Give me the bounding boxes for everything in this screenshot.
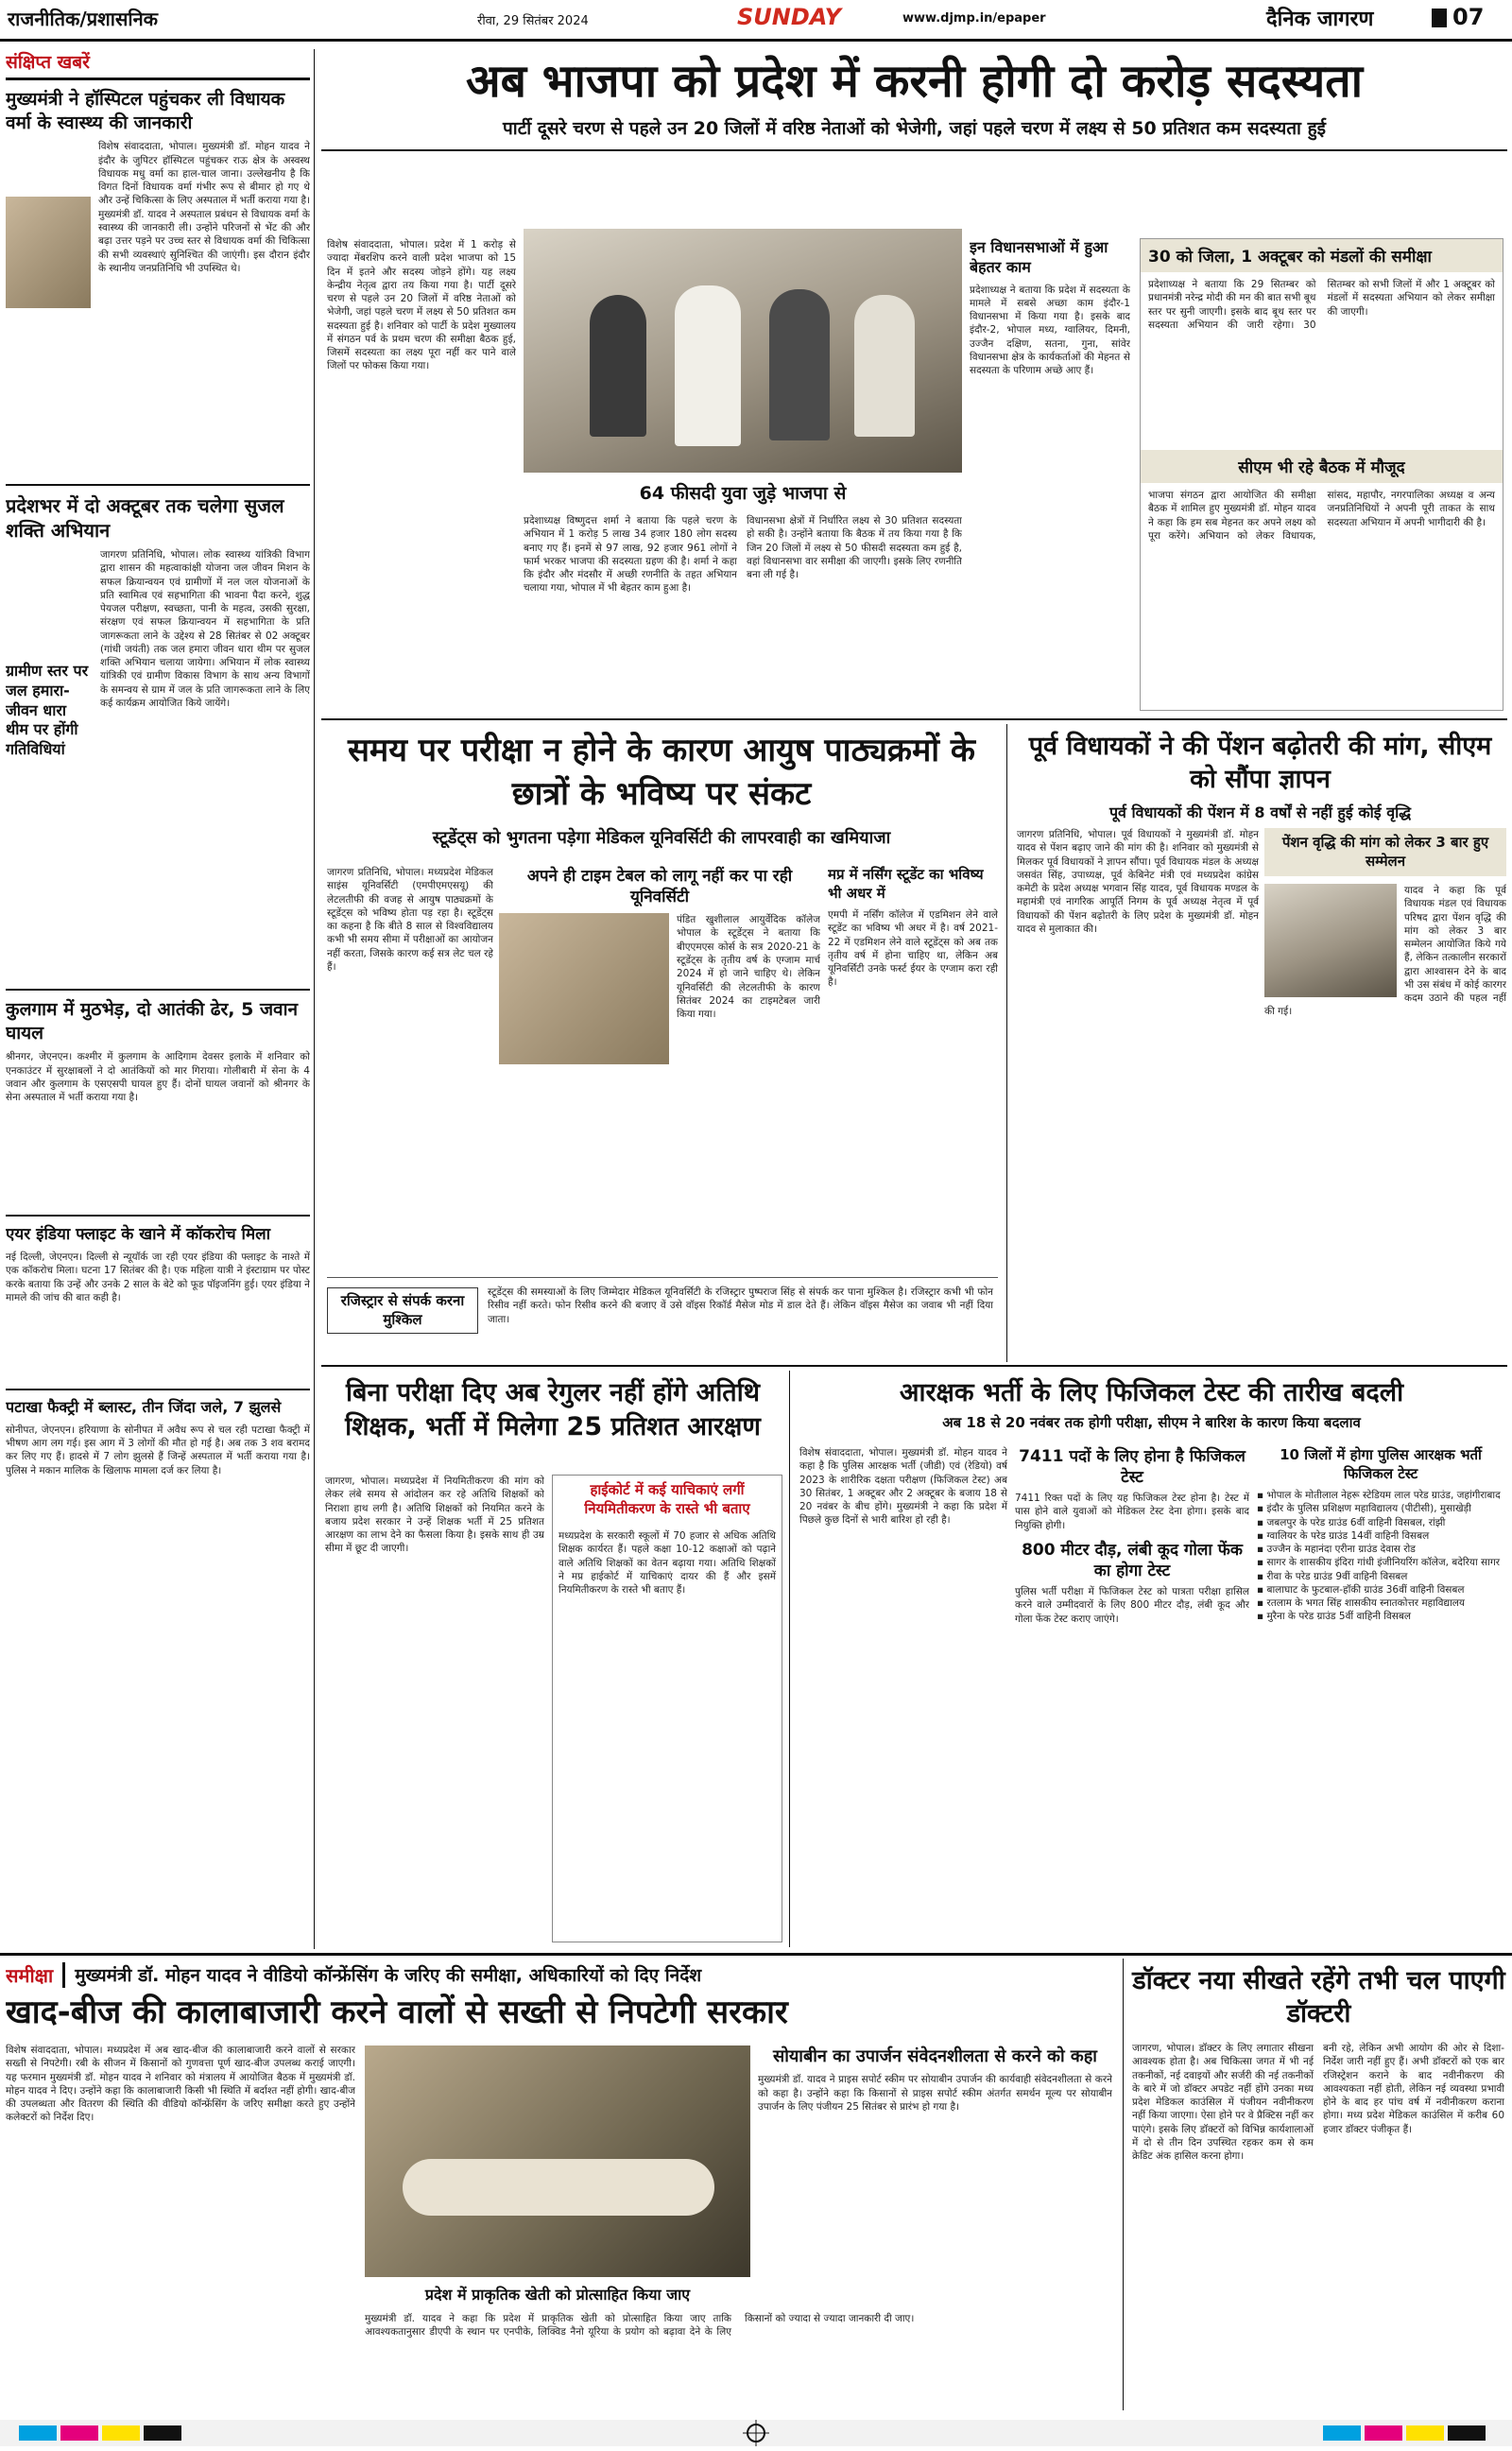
lead-col4: विधानसभा क्षेत्रों में निर्धारित लक्ष्य से 30 प्रतिशत सदस्यता हो सकी है। उन्होंने बताया कि बैठक में तय किया गया है कि जिन 20 जिलों में लक्ष्य से 50 फीसदी सदस्यता कम हुई है, वहां विधानसभा वार समीक्षा की जाएगी। इसके लिए रणनीति बना ली गई है। xyxy=(747,515,962,581)
right-box-text: प्रदेशाध्यक्ष ने बताया कि 29 सितम्बर को प्रधानमंत्री नरेन्द्र मोदी की मन की बात सभी बूथ स्तर पर सुनी जाएगी। इसके बाद बूथ स्तर पर सदस्यता अभियान की जारी रहेगा। 30 सितम्बर को सभी जिलों में और 1 अक्टूबर को मंडलों में सदस्यता अभियान को लेकर समीक्षा की जाएगी। xyxy=(1148,279,1495,331)
teachers-box-text: मध्यप्रदेश के सरकारी स्कूलों में 70 हजार से अधिक अतिथि शिक्षक कार्यरत हैं। पहले कक्षा 10-12 कक्षाओं को पढ़ाने वाले अतिथि शिक्षकों का वेतन बढ़ाया गया। अतिथि शिक्षकों ने मप्र हाईकोर्ट में याचिकाएं दायर की हैं और इसमें नियमितीकरण के रास्ते भी बताए हैं। xyxy=(558,1530,776,1597)
teachers-headline: बिना परीक्षा दिए अब रेगुलर नहीं होंगे अतिथि शिक्षक, भर्ती में मिलेगा 25 प्रतिशत आरक्षण xyxy=(345,1378,761,1442)
police-list-item xyxy=(1257,1597,1504,1610)
lead-col3: प्रदेशाध्यक्ष विष्णुदत्त शर्मा ने बताया कि पहले चरण के अभियान में 1 करोड़ 5 लाख 34 हजार 180 लोग सदस्य बनाए गए हैं। इनमें से 97 लाख, 92 हजार 961 लोगों ने फार्म भरकर भाजपा की सदस्यता ग्रहण की है। शर्मा ने कहा कि इंदौर और मंदसौर में अच्छी रणनीति के तहत अभियान चलाया गया, भोपाल में भी बेहतर काम हुआ है। xyxy=(524,515,737,595)
pension-box-title: पेंशन वृद्धि की मांग को लेकर 3 बार हुए सम्मेलन xyxy=(1264,828,1506,876)
bullet-icon: ▪ xyxy=(1257,1597,1267,1610)
brief-item xyxy=(6,1398,310,1776)
registrar-box xyxy=(327,1277,998,1353)
brief-item xyxy=(6,1224,310,1385)
university-photo xyxy=(499,913,669,1064)
review-photo xyxy=(365,2045,750,2277)
police-list-text: उज्जैन के महानंदा एरीना ग्राउंड देवास रोड xyxy=(1266,1544,1416,1556)
police-box xyxy=(1015,1446,1249,1942)
doctor-story xyxy=(1130,1959,1507,2410)
ayush-box xyxy=(499,866,820,1253)
photo-table xyxy=(403,2159,714,2216)
soybean-title: सोयाबीन का उपार्जन संवेदनशीलता से करने को कहा xyxy=(773,2046,1097,2066)
police-list-title: 10 जिलों में होगा पुलिस आरक्षक भर्ती फिजिकल टेस्ट xyxy=(1280,1446,1482,1482)
page-number xyxy=(1432,4,1484,30)
epaper-url[interactable]: www.djmp.in/epaper xyxy=(902,11,1046,26)
pension-box-text: यादव ने कहा कि पूर्व विधायक मंडल एवं विधायक परिषद द्वारा पेंशन वृद्धि की मांग को लेकर 3 बार सम्मेलन आयोजित किये गये हैं, लेकिन तत्कालीन सरकारों द्वारा आश्वासन देने के बाद भी उस संबंध में कोई कारगर कदम उठाने की पहल नहीं की गई। xyxy=(1264,885,1506,1018)
teachers-box-title: हाईकोर्ट में कई याचिकाएं लगीं नियमितीकरण के रास्ते भी बताए xyxy=(584,1481,750,1517)
right-box-text-2: भाजपा संगठन द्वारा आयोजित की समीक्षा बैठक में शामिल हुए मुख्यमंत्री डॉ. मोहन यादव ने कहा कि हम सब मेहनत कर अपने लक्ष्य को पूरा करेंगे। अभियान को लेकर विधायक, सांसद, महापौर, नगरपालिका अध्यक्ष व अन्य जनप्रतिनिधियों ने अपनी पूरी ताकत के साथ सदस्यता अभियान में अपनी भागीदारी की है। xyxy=(1148,490,1495,542)
police-list xyxy=(1257,1446,1504,1942)
masthead xyxy=(0,0,1512,42)
bullet-icon: ▪ xyxy=(1257,1529,1267,1542)
bullet-icon: ▪ xyxy=(1257,1557,1267,1569)
police-list-text: सागर के शासकीय इंदिरा गांधी इंजीनियरिंग कॉलेज, बदेरिया सागर xyxy=(1266,1557,1501,1569)
police-list-item xyxy=(1257,1610,1504,1623)
page-marker-icon xyxy=(1432,9,1447,27)
pension-headline: पूर्व विधायकों ने की पेंशन बढ़ोतरी की मांग, सीएम को सौंपा ज्ञापन xyxy=(1028,732,1492,795)
nursing-text: एमपी में नर्सिंग कॉलेज में एडमिशन लेने वाले स्टूडेंट का भविष्य भी अधर में है। वर्ष 2021-22 में एडमिशन लेने वाले स्टूडेंट्स को अब तक तृतीय वर्ष में होना चाहिए था, लेकिन अब यूनिवर्सिटी उनके फर्स्ट ईयर के एग्जाम करा रही है। xyxy=(828,909,998,989)
lead-col1: विशेष संवाददाता, भोपाल। प्रदेश में 1 करोड़ से ज्यादा मेंबरशिप करने वाली प्रदेश भाजपा को 15 दिन में इतने और सदस्य जोड़ने होंगे। यह लक्ष्य केन्द्रीय नेतृत्व द्वारा तय किया गया है। पार्टी दूसरे चरण से पहले उन 20 जिलों में वरिष्ठ नेताओं को भेजेगी, जहां पहले चरण में लक्ष्य से 50 प्रतिशत कम सदस्यता हुई है। शनिवार को पार्टी के प्रदेश मुख्यालय में संगठन पर्व के प्रथम चरण की समीक्षा बैठक हुई, जिसमें सदस्यता का लक्ष्य पूरा नहीं कर पाने वाले जिलों पर फोकस किया गया। xyxy=(327,239,516,372)
ayush-col3 xyxy=(828,866,998,1263)
divider xyxy=(6,78,310,80)
police-list-text: जबलपुर के परेड ग्राउंड 6वीं वाहिनी विसबल, रांझी xyxy=(1266,1516,1446,1528)
lead-headline: अब भाजपा को प्रदेश में करनी होगी दो करोड़ सदस्यता xyxy=(465,55,1364,108)
pension-box xyxy=(1264,828,1506,1353)
doctor-text-2: बनी रहे, लेकिन अभी आयोग की ओर से दिशा-निर्देश जारी नहीं हुए हैं। अभी डॉक्टरों को एक बार रजिस्ट्रेशन कराने के बाद नवीनीकरण की आवश्यकता नहीं होती, लेकिन नई व्यवस्था प्रभावी होने के बाद हर पांच वर्ष में नवीनीकरण कराना होगा। मध्य प्रदेश मेडिकल काउंसिल में करीब 60 हजार डॉक्टर पंजीकृत हैं। xyxy=(1323,2043,1504,2135)
ayush-headline: समय पर परीक्षा न होने के कारण आयुष पाठ्यक्रमों के छात्रों के भविष्य पर संकट xyxy=(347,732,976,813)
brief-title: पटाखा फैक्ट्री में ब्लास्ट, तीन जिंदा जले, 7 झुलसे xyxy=(6,1398,282,1416)
section-rule xyxy=(321,1365,1507,1367)
review-kicker: मुख्यमंत्री डॉ. मोहन यादव ने वीडियो कॉन्फ्रेंसिंग के जरिए की समीक्षा, अधिकारियों को दिए निर्देश xyxy=(75,1965,702,1986)
column-rule xyxy=(314,49,315,1949)
pension-story xyxy=(1013,724,1507,1362)
ayush-box-text: पंडित खुशीलाल आयुर्वेदिक कॉलेज भोपाल के स्टूडेंट्स ने बताया कि बीएएमएस कोर्स के सत्र 2020-21 के स्टूडेंट्स के तृतीय वर्ष के एग्जाम मार्च 2024 में हो जाने चाहिए थे। लेकिन यूनिवर्सिटी की लेटलतीफी के कारण सितंबर 2024 का टाइमटेबल जारी किया गया। xyxy=(677,914,820,1021)
soybean-box xyxy=(758,2045,1112,2305)
brief-text: श्रीनगर, जेएनएन। कश्मीर में कुलगाम के आदिगाम देवसर इलाके में शनिवार को एनकाउंटर में सुरक्षाबलों ने दो आतंकियों को मार गिराया। गोलीबारी में सेना के 4 जवान और कुलगाम के एसएसपी घायल हुए हैं। दोनों घायल जवानों को श्रीनगर के सेना अस्पताल में भर्ती कराया गया है। xyxy=(6,1051,310,1104)
divider xyxy=(6,989,310,991)
section-label: राजनीतिक/प्रशासनिक xyxy=(8,8,159,30)
photo-people xyxy=(854,295,915,437)
police-box-title: 7411 पदों के लिए होना है फिजिकल टेस्ट xyxy=(1019,1447,1246,1488)
police-list-text: ग्वालियर के परेड ग्राउंड 14वीं वाहिनी विसबल xyxy=(1266,1529,1430,1542)
bullet-icon: ▪ xyxy=(1257,1503,1267,1515)
right-box-title: 30 को जिला, 1 अक्टूबर को मंडलों की समीक्षा xyxy=(1141,239,1503,272)
police-list-item xyxy=(1257,1529,1504,1543)
brief-text: जागरण प्रतिनिधि, भोपाल। लोक स्वास्थ्य यांत्रिकी विभाग द्वारा शासन की महत्वाकांक्षी योजना जल जीवन मिशन के सफल क्रियान्वयन एवं ग्रामीणों में नल जल योजनाओं के प्रति स्वामित्व एवं सहभागिता की भावना पैदा करने, शुद्ध पेयजल परीक्षण, स्वच्छता, पानी के महत्व, उसकी सुरक्षा, संरक्षण एवं सफल क्रियान्वयन में सहभागिता के प्रति जागरूकता लाने के उद्देश्य से 28 सितंबर से 02 अक्टूबर (गांधी जयंती) तक जल हमारा जीवन धारा थीम पर सुजल शक्ति अभियान चलाया जायेगा। अभियान में लोक स्वास्थ्य यांत्रिकी एवं ग्रामीण विकास विभाग के साथ अन्य विभागों के समन्वय से ग्राम में जल के प्रति जागरूकता लाने के लिए कई कार्यक्रम आयोजित किये जायेंगे। xyxy=(100,549,310,709)
police-list-item xyxy=(1257,1516,1504,1529)
sunday-label: SUNDAY xyxy=(737,4,841,30)
right-box-title-2: सीएम भी रहे बैठक में मौजूद xyxy=(1141,450,1503,483)
police-list-text: रतलाम के भगत सिंह शासकीय स्नातकोत्तर महाविद्यालय xyxy=(1266,1597,1466,1610)
brief-title: एयर इंडिया फ्लाइट के खाने में कॉकरोच मिला xyxy=(6,1225,271,1244)
review-photo-caption: प्रदेश में प्राकृतिक खेती को प्रोत्साहित किया जाए xyxy=(365,2280,750,2308)
briefs-column xyxy=(6,49,310,1949)
review-col1: विशेष संवाददाता, भोपाल। मध्यप्रदेश में अब खाद-बीज की कालाबाजारी करने वालों से सरकार सख्ती से निपटेगी। रबी के सीजन में किसानों को गुणवत्ता पूर्ण खाद-बीज उपलब्ध कराई जाएगी। यह फरमान मुख्यमंत्री डॉ. मोहन यादव ने शनिवार को मंत्रालय में आयोजित बैठक में मुख्यमंत्री डॉ. मोहन यादव ने दिए। उन्होंने कहा कि कालाबाजारी किसी भी स्थिति में बर्दाश्त नहीं होगी। खाद-बीज की उपलब्धता और वितरण की स्थिति की वीडियो कॉन्फ्रेंसिंग के जरिए समीक्षा करते हुए उन्होंने कलेक्टरों को निर्देश दिए। xyxy=(6,2045,355,2124)
police-headline: आरक्षक भर्ती के लिए फिजिकल टेस्ट की तारीख बदली xyxy=(899,1378,1404,1407)
nursing-title: मप्र में नर्सिंग स्टूडेंट का भविष्य भी अधर में xyxy=(828,866,984,902)
teachers-story xyxy=(321,1371,784,1947)
photo-people xyxy=(675,285,741,446)
police-box2-title: 800 मीटर दौड़, लंबी कूद गोला फेंक का होगा टेस्ट xyxy=(1022,1540,1243,1581)
assembly-photo xyxy=(1264,884,1397,997)
police-list-item xyxy=(1257,1556,1504,1569)
box1-title: इन विधानसभाओं में हुआ बेहतर काम xyxy=(970,238,1108,276)
police-subhead: अब 18 से 20 नवंबर तक होगी परीक्षा, सीएम ने बारिश के कारण किया बदलाव xyxy=(942,1414,1361,1432)
bullet-icon: ▪ xyxy=(1257,1611,1267,1623)
police-list-text: रीवा के परेड ग्राउंड 9वीं वाहिनी विसबल xyxy=(1266,1570,1408,1582)
box1-text: प्रदेशाध्यक्ष ने बताया कि प्रदेश में सदस्यता के मामले में सबसे अच्छा काम इंदौर-1 विधानसभा में किया गया है। इसके बाद इंदौर-2, भोपाल मध्य, ग्वालियर, दिमनी, उज्जैन दक्षिण, सतना, गुना, सांवेर विधानसभा क्षेत्र के कार्यकर्ताओं की मेहनत से सदस्यता के परिणाम अच्छे आए हैं। xyxy=(970,284,1130,377)
brief-text: नई दिल्ली, जेएनएन। दिल्ली से न्यूयॉर्क जा रही एयर इंडिया की फ्लाइट के नाश्ते में एक कॉकरोच मिला। घटना 17 सितंबर की है। एक महिला यात्री ने इंस्टाग्राम पर पोस्ट करके बताया कि उन्हें और उनके 2 साल के बेटे को फूड पॉइजनिंग हुई। एयर इंडिया ने मामले की जांच की बात कही है। xyxy=(6,1251,310,1303)
police-list-item xyxy=(1257,1583,1504,1597)
review-label: समीक्षा xyxy=(6,1962,65,1988)
brief-title: प्रदेशभर में दो अक्टूबर तक चलेगा सुजल शक्ति अभियान xyxy=(6,494,284,542)
brief-text: विशेष संवाददाता, भोपाल। मुख्यमंत्री डॉ. मोहन यादव ने इंदौर के जुपिटर हॉस्पिटल पहुंचकर राऊ क्षेत्र के अस्वस्थ विधायक मधु वर्मा का हाल-चाल जाना। उल्लेखनीय है कि विगत दिनों विधायक वर्मा गंभीर रूप से बीमार हो गए थे और उन्हें चिकित्सा के लिए अस्पताल में भर्ती कराया गया है। मुख्यमंत्री डॉ. यादव ने अस्पताल प्रबंधन से विधायक वर्मा के स्वास्थ्य की जानकारी ली। उन्होंने परिजनों से भेंट की और बढ़ा उत्तर पड़ने पर उच्च स्तर से विधायक वर्मा की चिकित्सा की सभी व्यवस्थाएं सुनिश्चित की जाएंगी। इस दौरान इंदौर के स्थानीय जनप्रतिनिधि भी उपस्थित थे। xyxy=(98,141,310,274)
police-list-item xyxy=(1257,1543,1504,1556)
police-list-text: भोपाल के मोतीलाल नेहरू स्टेडियम लाल परेड ग्राउंड, जहांगीराबाद xyxy=(1266,1490,1501,1501)
lead-box1 xyxy=(970,238,1130,711)
bullet-icon: ▪ xyxy=(1257,1516,1267,1528)
bullet-icon: ▪ xyxy=(1257,1490,1267,1501)
briefs-heading: संक्षिप्त खबरें xyxy=(6,52,90,73)
soybean-text: मुख्यमंत्री डॉ. यादव ने प्राइस सपोर्ट स्कीम पर सोयाबीन उपार्जन की कार्यवाही संवेदनशीलता से करने को कहा है। उन्होंने कहा कि किसानों से प्राइस सपोर्ट स्कीम अंतर्गत समर्थन मूल्य पर सोयाबीन उपार्जन के लिए पंजीयन 25 सितंबर से प्रारंभ हो गया है। xyxy=(758,2074,1112,2113)
column-rule xyxy=(1006,724,1007,1362)
police-story xyxy=(796,1371,1507,1947)
police-list-item xyxy=(1257,1502,1504,1515)
police-list-item xyxy=(1257,1570,1504,1583)
police-col1: विशेष संवाददाता, भोपाल। मुख्यमंत्री डॉ. मोहन यादव ने कहा है कि पुलिस आरक्षक भर्ती (जीडी) एवं (रेडियो) वर्ष 2023 के शारीरिक दक्षता परीक्षण (फिजिकल टेस्ट) अब 30 सितंबर, 1 अक्टूबर और 2 अक्टूबर के बजाय 18 से 20 नवंबर के बीच होंगे। मुख्यमंत्री ने कहा कि प्रदेश में पिछले कुछ दिनों से भारी बारिश हो रही है। xyxy=(799,1447,1007,1527)
lead-story xyxy=(321,49,1507,716)
doctor-text: जागरण, भोपाल। डॉक्टर के लिए लगातार सीखना आवश्यक होता है। अब चिकित्सा जगत में भी नई तकनीकों, नई दवाइयों और सर्जरी की नई तकनीकों के बारे में जो डॉक्टर अपडेट नहीं होंगे उनका मध्य प्रदेश मेडिकल काउंसिल में पंजीयन नवीनीकरण नहीं किया जाएगा। ऐसा होने पर वे प्रैक्टिस नहीं कर पाएंगे। इसके लिए डॉक्टरों को विभिन्न कार्यशालाओं में दो से तीन दिन उपस्थित रहकर कम से कम क्रेडिट अंक हासिल करना होगा। xyxy=(1132,2043,1314,2163)
photo-people xyxy=(769,289,830,440)
photo-people xyxy=(590,295,646,437)
lead-photo-caption: 64 फीसदी युवा जुड़े भाजपा से xyxy=(639,483,847,504)
lead-right-box xyxy=(1140,238,1503,711)
review-kicker-row xyxy=(6,1959,1116,1991)
divider xyxy=(6,484,310,486)
ayush-story xyxy=(321,724,1002,1362)
brief-title: कुलगाम में मुठभेड़, दो आतंकी ढेर, 5 जवान घायल xyxy=(6,999,299,1044)
police-box-text: 7411 रिक्त पदों के लिए यह फिजिकल टेस्ट होना है। टेस्ट में पास होने वाले युवाओं को मेडिकल टेस्ट देना होगा। इसके बाद नियुक्ति होगी। xyxy=(1015,1493,1249,1531)
section-rule xyxy=(0,1953,1512,1956)
police-list-text: बालाघाट के फुटबाल-हॉकी ग्राउंड 36वीं वाहिनी विसबल xyxy=(1266,1583,1465,1596)
registration-marks xyxy=(0,2420,1512,2446)
doctor-headline: डॉक्टर नया सीखते रहेंगे तभी चल पाएगी डॉक्टरी xyxy=(1132,1966,1505,2029)
bullet-icon: ▪ xyxy=(1257,1583,1267,1596)
divider xyxy=(6,1215,310,1217)
bullet-icon: ▪ xyxy=(1257,1570,1267,1582)
brief-item xyxy=(6,998,310,1211)
date-label: रीवा, 29 सितंबर 2024 xyxy=(477,14,589,28)
police-list-item xyxy=(1257,1489,1504,1502)
registrar-label: रजिस्ट्रार से संपर्क करना मुश्किल xyxy=(327,1287,478,1334)
review-headline: खाद-बीज की कालाबाजारी करने वालों से सख्ती से निपटेगी सरकार xyxy=(6,1994,788,2031)
ayush-col1: जागरण प्रतिनिधि, भोपाल। मध्यप्रदेश मेडिकल साइंस यूनिवर्सिटी (एमपीएमएसयू) की लेटलतीफी की वजह से आयुष पाठ्यक्रमों के स्टूडेंट्स को भविष्य होता पड़ रहा है। स्टूडेंट्स का कहना है कि बीते 8 साल से विश्वविद्यालय कभी भी समय सीमा में परीक्षाओं का आयोजन नहीं करता, जिसके कारण कई सत्र लेट चल रहे हैं। xyxy=(327,867,493,973)
divider xyxy=(321,149,1507,151)
brief-text: सोनीपत, जेएनएन। हरियाणा के सोनीपत में अवैध रूप से चल रही पटाखा फैक्ट्री में भीषण आग लग गई। इस आग में 3 लोगों की मौत हो गई है। अब तक 3 शव बरामद कर लिए गए हैं। हादसे में 7 लोग झुलसे हैं जिन्हें अस्पताल में भर्ती कराया गया है। पुलिस ने मकान मालिक के खिलाफ मामला दर्ज कर लिया है। xyxy=(6,1424,310,1476)
brief-item xyxy=(6,88,310,480)
brief-item xyxy=(6,493,310,985)
police-list-text: मुरैना के परेड ग्राउंड 5वीं वाहिनी विसबल xyxy=(1266,1611,1411,1623)
paper-name: दैनिक जागरण xyxy=(1266,8,1374,31)
teachers-box xyxy=(552,1475,782,1942)
brief-title: मुख्यमंत्री ने हॉस्पिटल पहुंचकर ली विधायक वर्मा के स्वास्थ्य की जानकारी xyxy=(6,89,285,133)
brief-side-label: ग्रामीण स्तर पर जल हमारा-जीवन धारा थीम पर होंगी गतिविधियां xyxy=(6,662,89,759)
lead-subhead: पार्टी दूसरे चरण से पहले उन 20 जिलों में वरिष्ठ नेताओं को भेजेगी, जहां पहले चरण में लक्ष्य से 50 प्रतिशत कम सदस्यता हुई xyxy=(502,117,1326,139)
bullet-icon: ▪ xyxy=(1257,1544,1267,1556)
lead-photo xyxy=(524,229,962,473)
column-rule xyxy=(789,1371,790,1947)
teachers-col1: जागरण, भोपाल। मध्यप्रदेश में नियमितीकरण की मांग को लेकर लंबे समय से आंदोलन कर रहे अतिथि शिक्षकों को निराशा हाथ लगी है। अतिथि शिक्षकों को नियमित करने के बजाय प्रदेश सरकार ने उन्हें शिक्षक भर्ती में 25 प्रतिशत आरक्षण का लाभ देने का फैसला किया है। इसके साथ ही उम्र सीमा में छूट दी जाएगी। xyxy=(325,1476,544,1555)
column-rule xyxy=(1123,1959,1124,2410)
page-number-text: 07 xyxy=(1452,4,1485,30)
registration-strip xyxy=(0,2420,1512,2446)
ayush-subhead: स्टूडेंट्स को भुगतना पड़ेगा मेडिकल यूनिवर्सिटी की लापरवाही का खमियाजा xyxy=(432,827,891,848)
brief-photo xyxy=(6,197,91,308)
pension-subhead: पूर्व विधायकों की पेंशन में 8 वर्षों से नहीं हुई कोई वृद्धि xyxy=(1108,803,1412,822)
section-rule xyxy=(321,718,1507,720)
divider xyxy=(6,1389,310,1390)
review-story xyxy=(6,1959,1116,2410)
review-bottom-text: मुख्यमंत्री डॉ. यादव ने कहा कि प्रदेश में प्राकृतिक खेती को प्रोत्साहित किया जाए ताकि आवश्यकतानुसार डीएपी के स्थान पर एनपीके, लिक्विड नैनो यूरिया के प्रयोग को बढ़ावा देने के लिए किसानों को ज्यादा से ज्यादा जानकारी दी जाए। xyxy=(365,2313,915,2339)
police-box2-text: पुलिस भर्ती परीक्षा में फिजिकल टेस्ट को पात्रता परीक्षा हासिल करने वाले उम्मीदवारों के लिए 800 मीटर दौड़, लंबी कूद और गोला फेंक टेस्ट कराए जाएंगे। xyxy=(1015,1586,1249,1625)
police-list-text: इंदौर के पुलिस प्रशिक्षण महाविद्यालय (पीटीसी), मुसाखेड़ी xyxy=(1266,1503,1471,1515)
pension-text: जागरण प्रतिनिधि, भोपाल। पूर्व विधायकों ने मुख्यमंत्री डॉ. मोहन यादव से पेंशन बढ़ाए जाने की मांग की है। शनिवार को मुख्यमंत्री से मिलकर पूर्व विधायकों ने ज्ञापन सौंपा। पूर्व विधायक मंडल के अध्यक्ष जसवंत सिंह, उपाध्यक्ष, पूर्व केबिनेट मंत्री एवं मध्यप्रदेश कांग्रेस कमेटी के प्रदेश अध्यक्ष भगवान सिंह यादव, पूर्व विधायक मण्डल के महामंत्री एवं नागरिक आपूर्ति निगम के पूर्व अध्यक्ष नेतृत्व में पूर्व विधायकों की पेंशन बढ़ोतरी के लिए प्रदेश के मुख्यमंत्री डॉ. मोहन यादव से मुलाकात की। xyxy=(1017,829,1259,935)
ayush-box-title: अपने ही टाइम टेबल को लागू नहीं कर पा रही यूनिवर्सिटी xyxy=(526,867,793,907)
registrar-text: स्टूडेंट्स की समस्याओं के लिए जिम्मेदार मेडिकल यूनिवर्सिटी के रजिस्ट्रार पुष्पराज सिंह से संपर्क कर पाना मुश्किल है। रजिस्ट्रार कभी भी फोन रिसीव नहीं करते। फोन रिसीव करने की बजाए वें उसे वॉइस रिकॉर्ड मैसेज मोड में डाल देते हैं। लेकिन वॉइस मैसेज का जवाब भी नहीं दिया जाता। xyxy=(488,1286,993,1325)
